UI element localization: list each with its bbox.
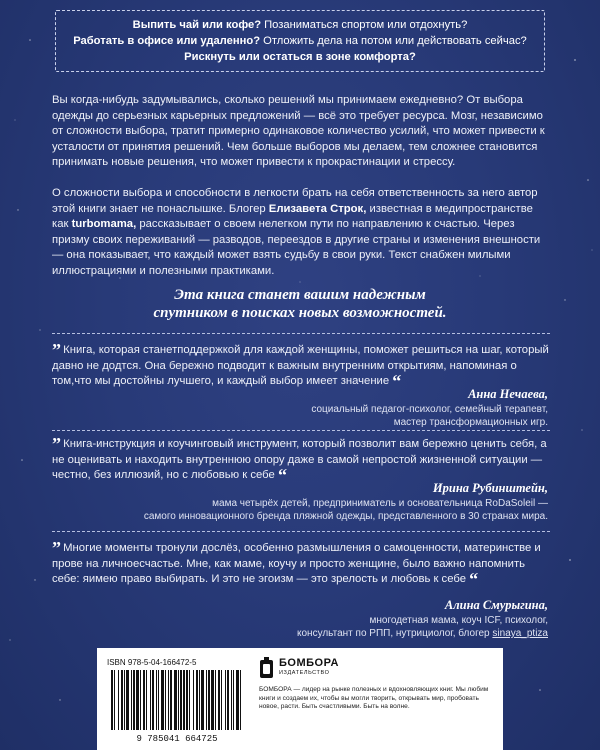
barcode-bar: [221, 670, 222, 730]
barcode-bar: [199, 670, 200, 730]
barcode-bar: [233, 670, 234, 730]
barcode-bar: [189, 670, 190, 730]
barcode-bar: [170, 670, 172, 730]
barcode-bar: [236, 670, 239, 730]
intro-questions-box: [55, 10, 545, 72]
blog-name: turbomama,: [71, 218, 137, 231]
review-quote-3: ” Многие моменты тронули дослёз, особенно размышления о самоценности, материнстве и прове на личноесчастье. Мне, как маме, коучу и просто женщине, было важно напомнить себе: яимею право выбирать. И это не эгоизм — это зрелость и любовь к себе “: [52, 538, 541, 590]
bombora-logo-icon: [259, 657, 275, 679]
divider: [52, 531, 550, 532]
review-author-2: Ирина Рубинштейн, мама четырёх детей, предприниматель и основательница RoDaSoleil — самого инновационного бренда пляжной одежды, представленного в 30 странах мира.: [68, 482, 548, 524]
divider: [52, 333, 550, 334]
barcode-bar: [186, 670, 188, 730]
barcode-bar: [150, 670, 151, 730]
barcode-bar: [111, 670, 113, 730]
barcode-bar: [114, 670, 115, 730]
barcode-bar: [118, 670, 119, 730]
barcode-bar: [218, 670, 220, 730]
barcode-bar: [152, 670, 154, 730]
barcode-bar: [196, 670, 198, 730]
barcode-bar: [140, 670, 141, 730]
barcode-bar: [206, 670, 207, 730]
barcode-bar: [136, 670, 139, 730]
barcode-bar: [178, 670, 179, 730]
close-quote-icon: “: [277, 465, 286, 486]
publisher-subtitle: ИЗДАТЕЛЬСТВО: [279, 670, 330, 676]
barcode-bar: [131, 670, 132, 730]
description-paragraph-2: О сложности выбора и способности в легкости брать на себя ответственность за него автор этой книги знает не понаслышке. Блогер Елизавета Строк, известная в медипространстве как turbomama, рассказывает о своем нелегком пути по направлению к счастью. Через призму своих переживаний — разводов, переездов в другие страны и изменения внешности — она показывает, что каждый может взять судьбу в свои руки. Текст снабжен милыми иллюстрациями и полезными практиками.: [52, 187, 541, 277]
divider: [52, 430, 550, 431]
intro-line-3: Рискнуть или остаться в зоне комфорта?: [184, 51, 416, 63]
barcode-digits: 9 785041 664725: [136, 734, 218, 744]
description-paragraph-1: Вы когда-нибудь задумывались, сколько решений мы принимаем ежедневно? От выбора одежды до серьезных карьерных предложений — всё это требует ресурса. Мозг, независимо от сложности выбора, тратит примерно одинаковое количество усилий, что может привести к усталости от принятия решений. Чем больше выборов мы делаем, тем сложнее становится принимать новые решения, что может привести к прокрастинации и стрессу.: [52, 94, 545, 169]
review-author-name: Ирина Рубинштейн,: [432, 481, 548, 495]
barcode-bar: [208, 670, 210, 730]
book-tagline: Эта книга станет вашим надежным спутником в поисках новых возможностей.: [153, 287, 447, 321]
barcode-bar: [146, 670, 147, 730]
barcode-bar: [183, 670, 185, 730]
barcode-bar: [126, 670, 129, 730]
barcode-bar: [124, 670, 125, 730]
barcode-bar: [158, 670, 159, 730]
publisher-name: БОМБОРА: [279, 657, 339, 669]
close-quote-icon: “: [469, 569, 478, 590]
barcode-bar: [201, 670, 204, 730]
close-quote-icon: “: [392, 371, 401, 392]
barcode-bar: [156, 670, 157, 730]
author-name: Елизавета Строк,: [268, 202, 367, 215]
review-author-name: Алина Смурыгина,: [444, 598, 548, 612]
barcode-bar: [161, 670, 164, 730]
review-author-3: Алина Смурыгина, многодетная мама, коуч ICF, психолог, консультант по РПП, нутрициолог, блогер sinaya_ptiza: [68, 599, 548, 641]
review-quote-1: ” Книга, которая станетподдержкой для каждой женщины, поможет решиться на шаг, который давно не додтся. Она бережно подводит к важным внутренним открытиям, напоминая о том,что мы достойны лучшего, и каждый выбор имеет значение “: [52, 340, 549, 392]
review-quote-2: ” Книга-инструкция и коучинговый инструмент, который позволит вам бережно ценить себя, а не оценивать и находить внутреннюю опору даже в самой непростой жизненной ситуации — честно, без иллюзий, но с любовью к себе “: [52, 434, 547, 486]
barcode-bar: [227, 670, 229, 730]
barcode: [107, 670, 247, 744]
barcode-bar: [168, 670, 169, 730]
barcode-bar: [180, 670, 182, 730]
open-quote-icon: ”: [52, 434, 60, 454]
intro-line-1: Выпить чай или кофе? Позаниматься спортом или отдохнуть?: [132, 19, 468, 31]
barcode-bar: [133, 670, 135, 730]
barcode-bar: [231, 670, 232, 730]
barcode-bar: [240, 670, 241, 730]
intro-line-2: Работать в офисе или удаленно? Отложить дела на потом или действовать сейчас?: [73, 35, 527, 47]
barcode-bar: [193, 670, 194, 730]
barcode-bar: [225, 670, 226, 730]
isbn-label: ISBN 978-5-04-166472-5: [107, 658, 197, 667]
barcode-bar: [174, 670, 177, 730]
open-quote-icon: ”: [52, 340, 60, 360]
barcode-bar: [215, 670, 216, 730]
barcode-bar: [211, 670, 214, 730]
isbn-publisher-panel: [97, 648, 503, 750]
open-quote-icon: ”: [52, 538, 60, 558]
barcode-bar: [165, 670, 166, 730]
barcode-bar: [121, 670, 123, 730]
blogger-handle: sinaya_ptiza: [492, 628, 548, 639]
publisher-description: БОМБОРА — лидер на рынке полезных и вдохновляющих книг. Мы любим книги и создаем их, чтобы вы могли творить, открывать мир, пробовать новое, расти. Быть счастливыми. Быть на волне.: [259, 686, 489, 711]
review-author-name: Анна Нечаева,: [468, 387, 548, 401]
barcode-bar: [143, 670, 145, 730]
review-author-1: Анна Нечаева, социальный педагог-психолог, семейный терапевт, мастер трансформационных игр.: [68, 388, 548, 430]
